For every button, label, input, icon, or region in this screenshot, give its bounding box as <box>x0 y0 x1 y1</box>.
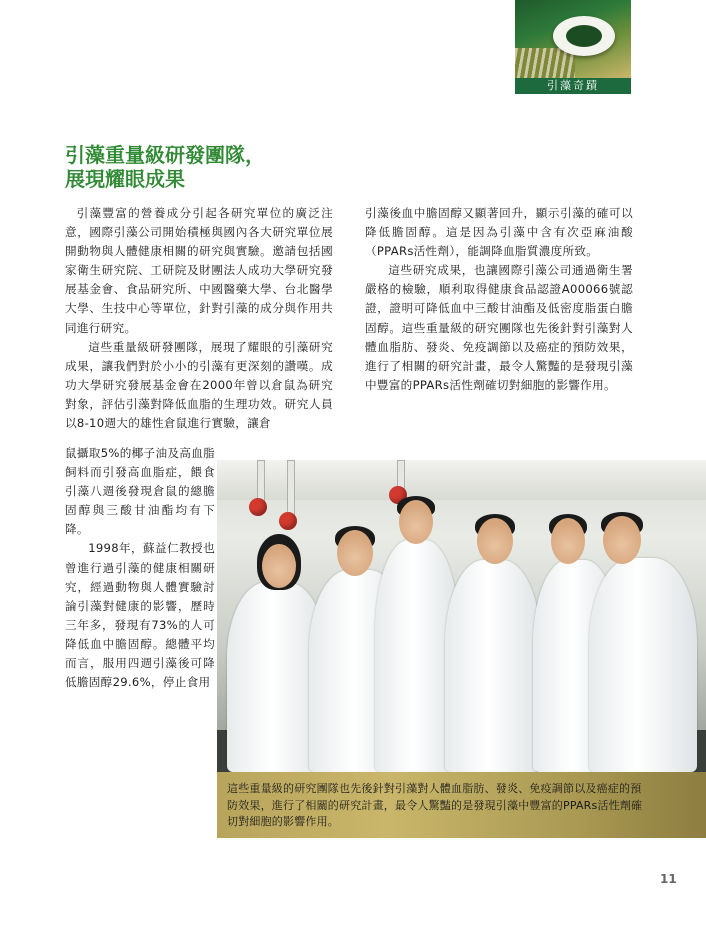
right-column <box>365 204 633 395</box>
header-photo-dish <box>553 16 615 56</box>
page-number: 11 <box>660 872 677 886</box>
left-column <box>65 204 333 433</box>
left-narrow-column <box>65 444 215 692</box>
body-paragraph: 鼠攝取5%的椰子油及高血脂飼料而引發高血脂症，餵食引藻八週後發現倉鼠的總膽固醇與三酸甘油酯均有下降。 <box>65 446 215 537</box>
body-paragraph: 這些重量級研發團隊，展現了耀眼的引藻研究成果，讓我們對於小小的引藻有更深刻的讚嘆。成功大學研究發展基金會在2000年曾以倉鼠為研究對象，評估引藻對降低血脂的生理功效。研究人員以8-10週大的雄性倉鼠進行實驗，讓倉 <box>65 339 333 431</box>
fume-hood-red <box>279 512 297 530</box>
photo-caption-box <box>217 772 706 838</box>
researcher <box>589 558 697 772</box>
body-paragraph: 1998年，蘇益仁教授也曾進行過引藻的健康相關研究，經過動物與人體實驗討論引藻對健康的影響，歷時三年多，發現有73%的人可降低血中膽固醇。總體平均而言，服用四週引藻後可降低膽固醇29.6%，停止食用 <box>65 541 215 690</box>
article-title-line-2: 展現耀眼成果 <box>65 167 185 191</box>
researcher-face <box>551 518 585 564</box>
fume-duct <box>287 460 295 517</box>
researcher-face <box>399 500 433 544</box>
header-algae-photo <box>515 0 631 78</box>
body-paragraph: 這些研究成果，也讓國際引藻公司通過衛生署嚴格的檢驗，順利取得健康食品認證A00066號認證，證明可降低血中三酸甘油酯及低密度脂蛋白膽固醇。這些重量級的研究團隊也先後針對引藻對人體血脂肪、發炎、免疫調節以及癌症的預防效果，進行了相關的研究計畫，最令人驚豔的是發現引藻中豐富的PPARs活性劑確切對細胞的影響作用。 <box>365 263 633 392</box>
researcher-face <box>337 530 373 576</box>
fume-duct <box>257 460 265 502</box>
photo-caption: 這些重量級的研究團隊也先後針對引藻對人體血脂肪、發炎、免疫調節以及癌症的預防效果，進行了相關的研究計畫，最令人驚豔的是發現引藻中豐富的PPARs活性劑確切對細胞的影響作用。 <box>227 782 643 828</box>
article-title <box>65 143 265 191</box>
researcher <box>445 560 541 772</box>
body-paragraph: 引藻豐富的營養成分引起各研究單位的廣泛注意，國際引藻公司開始積極與國內各大研究單位展開動物與人體健康相關的研究與實驗。邀請包括國家衛生研究院、工研院及財團法人成功大學研究發展基金會、食品研究所、中國醫藥大學、台北醫學大學、生技中心等單位，針對引藻的成分與作用共同進行研究。 <box>65 206 333 335</box>
researcher-face <box>477 518 513 564</box>
body-paragraph: 引藻後血中膽固醇又顯著回升，顯示引藻的確可以降低膽固醇。這是因為引藻中含有次亞麻油酸（PPARs活性劑），能調降血脂質濃度所致。 <box>365 206 633 259</box>
section-tag: 引藻奇蹟 <box>515 78 631 94</box>
fume-hood-red <box>249 498 267 516</box>
researcher-face <box>603 516 641 564</box>
researcher-face <box>262 544 296 588</box>
research-team-photo <box>217 460 706 772</box>
article-title-line-1: 引藻重量級研發團隊， <box>65 143 265 167</box>
